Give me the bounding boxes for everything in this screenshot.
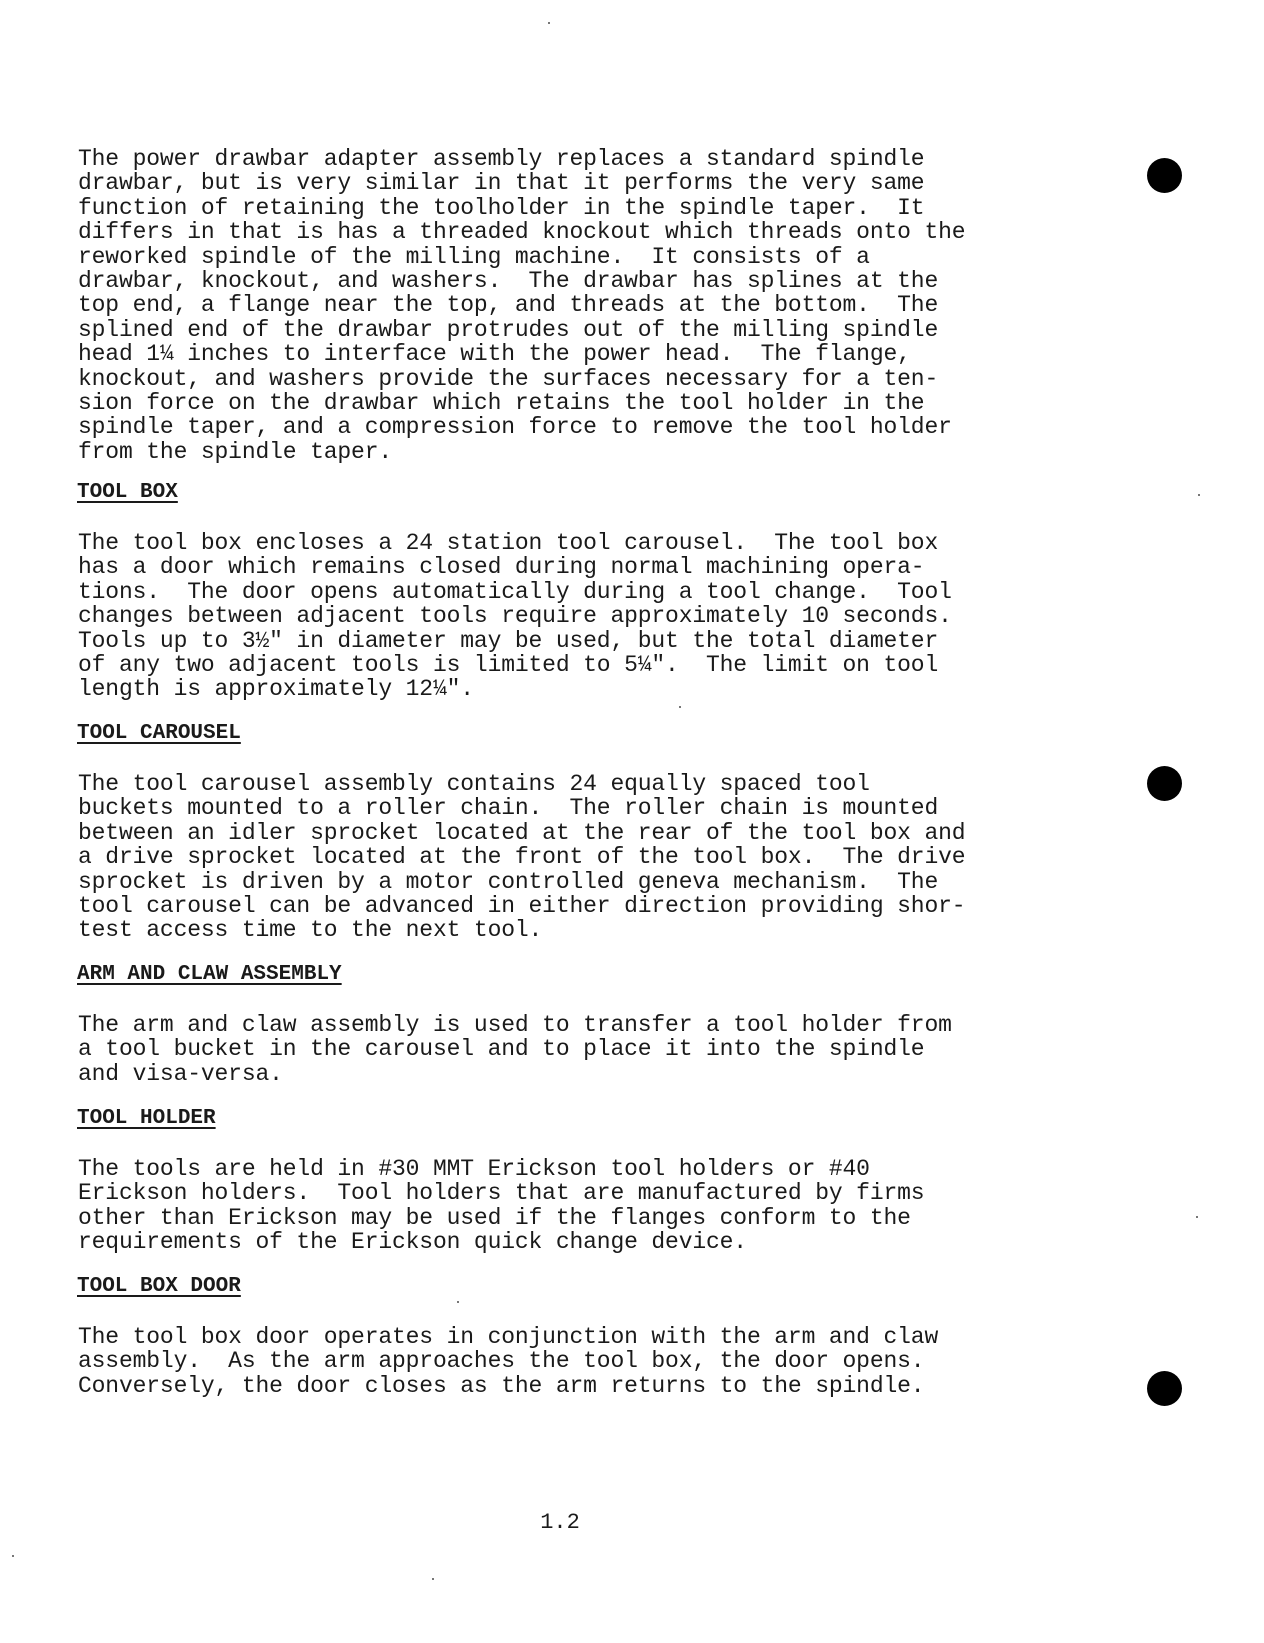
section-heading-tool-carousel: TOOL CAROUSEL: [77, 722, 241, 745]
section-heading-tool-box-door: TOOL BOX DOOR: [77, 1275, 241, 1298]
arm-and-claw-paragraph: The arm and claw assembly is used to transfer a tool holder from a tool bucket in the carousel and to place it into the spindle and visa-versa.: [78, 1012, 952, 1087]
tool-box-door-paragraph: The tool box door operates in conjunction with the arm and claw assembly. As the arm approaches the tool box, the door opens. Conversely, the door closes as the arm returns to the spindle.: [78, 1324, 939, 1399]
scan-speck: [1196, 1216, 1198, 1218]
tool-carousel-paragraph: The tool carousel assembly contains 24 equally spaced tool buckets mounted to a roller chain. The roller chain is mounted between an idler sprocket located at the rear of the tool box and a drive sprocket located at the front of the tool box. The drive sprocket is driven by a motor controlled geneva mechanism. The tool carousel can be advanced in either direction providing shor- test access time to the next tool.: [78, 771, 966, 944]
punch-hole-middle: [1147, 766, 1182, 801]
scan-speck: [12, 1555, 14, 1557]
scan-speck: [432, 1578, 434, 1580]
intro-paragraph: The power drawbar adapter assembly replaces a standard spindle drawbar, but is very similar in that it performs the very same function of retaining the toolholder in the spindle taper. It differs in that is has a threaded knockout which threads onto the reworked spindle of the milling machine. It consists of a drawbar, knockout, and washers. The drawbar has splines at the top end, a flange near the top, and threads at the bottom. The splined end of the drawbar protrudes out of the milling spindle head 1¼ inches to interface with the power head. The flange, knockout, and washers provide the surfaces necessary for a ten- sion force on the drawbar which retains the tool holder in the spindle taper, and a compression force to remove the tool holder from the spindle taper.: [78, 146, 966, 465]
section-heading-tool-holder: TOOL HOLDER: [77, 1107, 216, 1130]
punch-hole-top: [1147, 158, 1182, 193]
tool-holder-paragraph: The tools are held in #30 MMT Erickson tool holders or #40 Erickson holders. Tool holders that are manufactured by firms other than Erickson may be used if the flanges conform to the requirements of the Erickson quick change device.: [78, 1156, 925, 1256]
page-number: 1.2: [540, 1510, 580, 1535]
scan-speck: [457, 1301, 459, 1303]
scan-speck: [548, 22, 550, 24]
scan-speck: [1198, 494, 1200, 496]
punch-hole-bottom: [1147, 1371, 1182, 1406]
tool-box-paragraph: The tool box encloses a 24 station tool carousel. The tool box has a door which remains closed during normal machining opera- tions. The door opens automatically during a tool change. Tool changes between adjacent tools require approximately 10 seconds. Tools up to 3½" in diameter may be used, but the total diameter of any two adjacent tools is limited to 5¼". The limit on tool length is approximately 12¼".: [78, 530, 952, 703]
section-heading-tool-box: TOOL BOX: [77, 481, 178, 504]
section-heading-arm-and-claw: ARM AND CLAW ASSEMBLY: [77, 963, 342, 986]
scan-speck: [679, 706, 681, 708]
